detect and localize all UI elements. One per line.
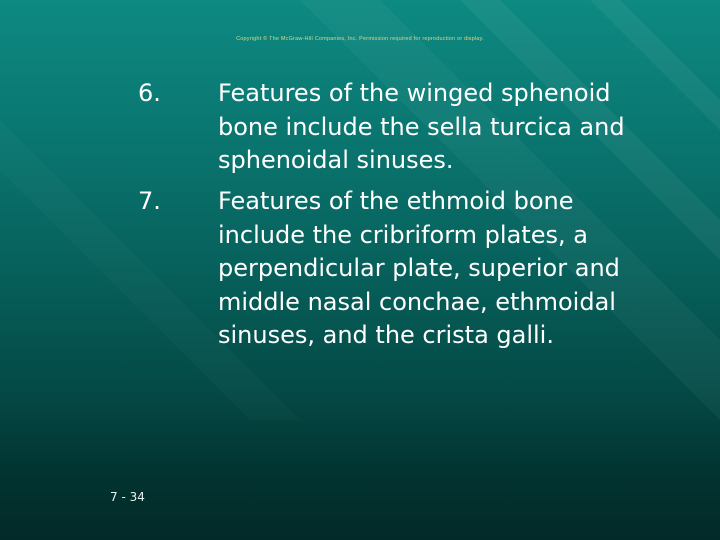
item-text: Features of the ethmoid bone include the cribriform plates, a perpendicular plate, superior and middle nasal conchae, ethmoidal sinuses, and the crista galli. xyxy=(218,187,620,349)
copyright-notice: Copyright © The McGraw-Hill Companies, Inc. Permission required for reproduction or display. xyxy=(236,36,484,42)
item-number: 7. xyxy=(138,187,161,215)
item-text: Features of the winged sphenoid bone include the sella turcica and sphenoidal sinuses. xyxy=(218,79,625,174)
item-number: 6. xyxy=(138,79,161,107)
slide-number: 7 - 34 xyxy=(110,490,145,504)
